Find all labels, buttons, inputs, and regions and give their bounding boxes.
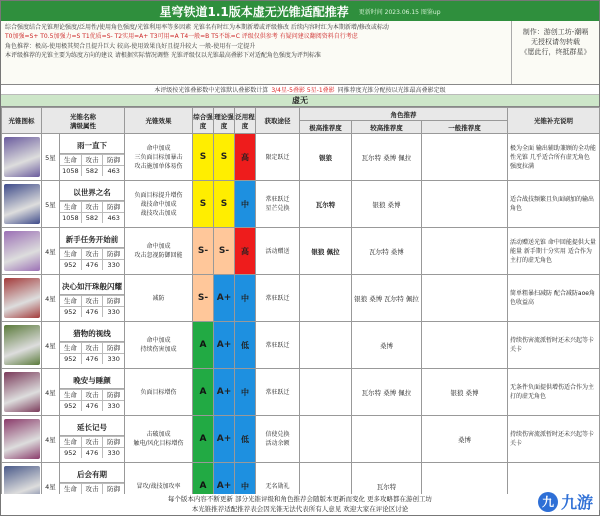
cone-name: 新手任务开始前 [60, 232, 124, 248]
cone-name: 后会有期 [60, 467, 124, 483]
cone-effect: 命中加成 攻击忽视防御回能 [125, 228, 193, 275]
light-cone-image [4, 231, 40, 271]
site-logo [538, 490, 593, 513]
cone-name: 决心如汗珠般闪耀 [60, 279, 124, 295]
page-title: 星穹铁道1.1版本虚无光锥适配推荐 [159, 4, 349, 19]
mid-recommend [352, 416, 422, 463]
stat-label: 攻击 [81, 249, 103, 259]
cone-portrait-cell [2, 369, 42, 416]
cone-note: 无条件负面提供增伤适合作为主打的虚无角色 [508, 369, 600, 416]
cone-rarity: 5星 [42, 134, 60, 181]
credit-box [511, 21, 599, 84]
stat-def: 330 [102, 401, 124, 411]
cone-portrait-cell [2, 181, 42, 228]
stat-label: 攻击 [81, 202, 103, 212]
sub-note-suffix: 同推荐度光锥分配按以光锥最高叠影定级 [337, 87, 446, 94]
cone-name-cell [60, 228, 125, 275]
high-recommend [300, 275, 352, 322]
utility-level: 中 [235, 181, 256, 228]
col-theory: 理论强度 [214, 108, 235, 134]
col-notes: 光锥补充说明 [508, 108, 600, 134]
stat-def: 463 [102, 213, 124, 223]
stat-atk: 476 [81, 307, 103, 317]
mid-recommend: 银狼 桑博 [352, 181, 422, 228]
path-category: 虚无 [1, 95, 599, 107]
sub-note-prefix: 本评级按光锥叠影数中光锥默认叠影数计算 [154, 87, 269, 94]
source: 常驻跃迁 [256, 369, 300, 416]
high-recommend [300, 416, 352, 463]
col-effect: 光锥效果 [125, 108, 193, 134]
cone-portrait-cell [2, 322, 42, 369]
cone-portrait-cell [2, 416, 42, 463]
utility-level: 低 [235, 416, 256, 463]
cone-note: 极为全面 输出辅助兼顾的全功能性光锥 几乎适合所有虚无角色 强度拉满 [508, 134, 600, 181]
stat-label: 生命 [63, 438, 77, 446]
stat-hp: 952 [64, 308, 77, 316]
stat-label: 生命 [63, 156, 77, 164]
cone-name-cell [60, 369, 125, 416]
cone-name-cell [60, 134, 125, 181]
col-icon: 光锥图标 [2, 108, 42, 134]
low-recommend: 桑博 [422, 416, 508, 463]
logo-icon: 九 [538, 492, 558, 512]
mid-recommend: 瓦尔特 桑博 佩拉 [352, 134, 422, 181]
cone-note: 简单粗暴扫减防 配合减防aoe角色收益高 [508, 275, 600, 322]
stat-hp: 1058 [62, 167, 79, 175]
note-line: 角色推荐：极高-使用极其契合且提升巨大 较高-使用效果良好且提升较大 一般-使用有一定提升 [5, 42, 256, 50]
cone-portrait-cell [2, 228, 42, 275]
overall-grade: S- [193, 228, 214, 275]
footer [1, 494, 599, 515]
cone-rarity: 4星 [42, 228, 60, 275]
stat-label: 攻击 [81, 296, 103, 306]
stat-atk: 582 [81, 213, 103, 223]
theory-grade: S [214, 134, 235, 181]
source: 常驻跃迁 [256, 275, 300, 322]
mid-recommend: 银狼 桑博 瓦尔特 佩拉 [352, 275, 422, 322]
stat-label: 防御 [102, 296, 124, 306]
stat-atk: 476 [81, 354, 103, 364]
stat-label: 防御 [102, 202, 124, 212]
stat-def: 463 [102, 166, 124, 176]
table-row [2, 275, 600, 322]
overall-grade: S [193, 181, 214, 228]
col-source: 获取途径 [256, 108, 300, 134]
light-cone-image [4, 137, 40, 177]
high-recommend: 银狼 [300, 134, 352, 181]
cone-rarity: 4星 [42, 369, 60, 416]
table-row [2, 228, 600, 275]
low-recommend [422, 181, 508, 228]
stat-label: 防御 [102, 343, 124, 353]
stat-label: 生命 [63, 203, 77, 211]
stat-def: 330 [102, 260, 124, 270]
footer-line: 每个版本内容不断更新 部分光锥评级和角色推荐会随版本更新而变化 更多攻略都在游创工坊 [167, 495, 433, 503]
cone-note: 持续伤害流派暂时还未兴起等卡关卡 [508, 416, 600, 463]
light-cone-table [1, 107, 600, 510]
utility-level: 低 [235, 322, 256, 369]
stat-def: 330 [102, 354, 124, 364]
credit-line: 《愿此行，终抵群星》 [520, 48, 591, 56]
high-recommend: 瓦尔特 [300, 181, 352, 228]
stat-atk: 582 [81, 166, 103, 176]
stat-label: 防御 [102, 249, 124, 259]
stat-hp: 952 [64, 449, 77, 457]
stat-label: 生命 [63, 344, 77, 352]
cone-name: 雨一直下 [60, 138, 124, 154]
stat-atk: 476 [81, 448, 103, 458]
cone-effect: 命中加成 持续伤害加成 [125, 322, 193, 369]
overall-grade: A [193, 463, 214, 510]
note-line: 本评级推荐的光锥主要为练度方向的建议 请根据实际情况调整 光锥评级仅以光锥最高叠影下对适配角色强度为评判标准 [5, 51, 321, 59]
cone-effect: 击破加成 触电/风化目标增伤 [125, 416, 193, 463]
stat-atk: 476 [81, 260, 103, 270]
cone-rarity: 4星 [42, 275, 60, 322]
stat-label: 攻击 [81, 437, 103, 447]
stat-hp: 952 [64, 355, 77, 363]
cone-note: 持续伤害流派暂时还未兴起等卡关卡 [508, 322, 600, 369]
theory-grade: A+ [214, 463, 235, 510]
cone-name: 晚安与睡颜 [60, 373, 124, 389]
source: 活动赠送 [256, 228, 300, 275]
stat-label: 防御 [102, 484, 124, 494]
col-role: 角色推荐 [300, 108, 508, 121]
stat-label: 生命 [63, 391, 77, 399]
stat-atk: 476 [81, 401, 103, 411]
logo-text: 九游 [560, 493, 593, 512]
mid-recommend: 瓦尔特 [352, 463, 422, 510]
table-row [2, 416, 600, 463]
utility-level: 高 [235, 134, 256, 181]
cone-name-cell [60, 416, 125, 463]
source: 信使兑换 活动余额 [256, 416, 300, 463]
cone-name-cell [60, 275, 125, 322]
cone-rarity: 4星 [42, 416, 60, 463]
theory-grade: S- [214, 228, 235, 275]
low-recommend: 银狼 桑博 [422, 369, 508, 416]
light-cone-image [4, 325, 40, 365]
utility-level: 高 [235, 228, 256, 275]
source: 限定跃迁 [256, 134, 300, 181]
low-recommend [422, 322, 508, 369]
sub-note-highlight: 3/4星-5叠影 5星-1叠影 [271, 87, 335, 94]
stat-def: 330 [102, 307, 124, 317]
col-overall: 综合强度 [193, 108, 214, 134]
cone-rarity: 4星 [42, 463, 60, 510]
stat-hp: 1058 [62, 214, 79, 222]
overall-grade: A [193, 322, 214, 369]
overall-grade: A [193, 416, 214, 463]
update-date: 更新时间 2023.06.15 图鉴up [358, 8, 441, 16]
table-row [2, 369, 600, 416]
low-recommend [422, 275, 508, 322]
col-mid: 较高推荐度 [352, 121, 422, 134]
cone-effect: 负面目标增伤 [125, 369, 193, 416]
table-row [2, 134, 600, 181]
cone-portrait-cell [2, 275, 42, 322]
cone-name-cell [60, 181, 125, 228]
cone-effect: 命中加成 三负面目标加暴击 攻击施加单体易伤 [125, 134, 193, 181]
cone-name: 延长记号 [60, 420, 124, 436]
col-low: 一般推荐度 [422, 121, 508, 134]
cone-portrait-cell [2, 134, 42, 181]
stat-label: 攻击 [81, 155, 103, 165]
low-recommend [422, 134, 508, 181]
note-line: 综合强度结合光锥理论强度/泛用性/使用角色强度/光锥利用率等多因素 光锥名有时红为本期新增或评级修改 后续内容时红为本期新增/修改或标动 [5, 24, 389, 31]
overall-grade: S- [193, 275, 214, 322]
cone-effect: 冒攻/战技加攻率 [125, 463, 193, 510]
note-line: T0加强=S+ T0.5加强力=S T1优质=S- T2实用=A+ T3可用=A T4一般=B T5不练=C 评级仅供参考 有疑问建议翻阅资料自行考虑 [5, 33, 358, 41]
mid-recommend: 瓦尔特 桑博 佩拉 [352, 369, 422, 416]
light-cone-image [4, 184, 40, 224]
title-bar [1, 1, 599, 21]
cone-rarity: 4星 [42, 322, 60, 369]
stat-label: 生命 [63, 250, 77, 258]
theory-grade: A+ [214, 369, 235, 416]
utility-level: 中 [235, 275, 256, 322]
cone-name: 猎物的视线 [60, 326, 124, 342]
theory-grade: A+ [214, 322, 235, 369]
cone-effect: 负面目标提升增伤 战技命中加成 战技攻击加成 [125, 181, 193, 228]
light-cone-image [4, 372, 40, 412]
light-cone-image [4, 278, 40, 318]
cone-effect: 减防 [125, 275, 193, 322]
stat-label: 防御 [102, 390, 124, 400]
utility-level: 中 [235, 463, 256, 510]
superimpose-note [1, 85, 599, 95]
rating-notes [1, 21, 511, 84]
stat-hp: 952 [64, 261, 77, 269]
credit-line: 制作：游创工坊-潮嗝 [522, 28, 589, 36]
stat-label: 生命 [63, 485, 77, 493]
stat-label: 攻击 [81, 484, 103, 494]
table-row [2, 322, 600, 369]
cone-rarity: 5星 [42, 181, 60, 228]
footer-line: 本光锥推荐适配推荐表会因光锥无法代表所有人意见 欢迎大家在评论区讨论 [191, 505, 409, 513]
stat-label: 攻击 [81, 343, 103, 353]
low-recommend [422, 228, 508, 275]
stat-label: 攻击 [81, 390, 103, 400]
overall-grade: S [193, 134, 214, 181]
high-recommend [300, 322, 352, 369]
stat-hp: 952 [64, 402, 77, 410]
source: 无名勋礼 [256, 463, 300, 510]
stat-label: 防御 [102, 155, 124, 165]
source: 常驻跃迁 星芒兑换 [256, 181, 300, 228]
utility-level: 中 [235, 369, 256, 416]
theory-grade: A+ [214, 275, 235, 322]
credit-line: 无授权请勿转载 [531, 38, 580, 46]
col-name: 光锥名称 满级属性 [42, 108, 125, 134]
col-high: 极高推荐度 [300, 121, 352, 134]
light-cone-image [4, 419, 40, 459]
stat-label: 防御 [102, 437, 124, 447]
theory-grade: S [214, 181, 235, 228]
mid-recommend: 瓦尔特 桑博 [352, 228, 422, 275]
cone-name-cell [60, 322, 125, 369]
overall-grade: A [193, 369, 214, 416]
table-row [2, 181, 600, 228]
source: 常驻跃迁 [256, 322, 300, 369]
stat-label: 生命 [63, 297, 77, 305]
mid-recommend: 桑博 [352, 322, 422, 369]
col-util: 泛用程度 [235, 108, 256, 134]
theory-grade: A+ [214, 416, 235, 463]
stat-def: 330 [102, 448, 124, 458]
cone-name: 以世界之名 [60, 185, 124, 201]
high-recommend [300, 369, 352, 416]
high-recommend: 银狼 佩拉 [300, 228, 352, 275]
cone-note: 活动赠送光锥 命中回能提供大量能量 新手期十分实用 适合作为主打的虚无角色 [508, 228, 600, 275]
info-section [1, 21, 599, 85]
cone-note: 适合战技频繁且负面刷加的输出角色 [508, 181, 600, 228]
